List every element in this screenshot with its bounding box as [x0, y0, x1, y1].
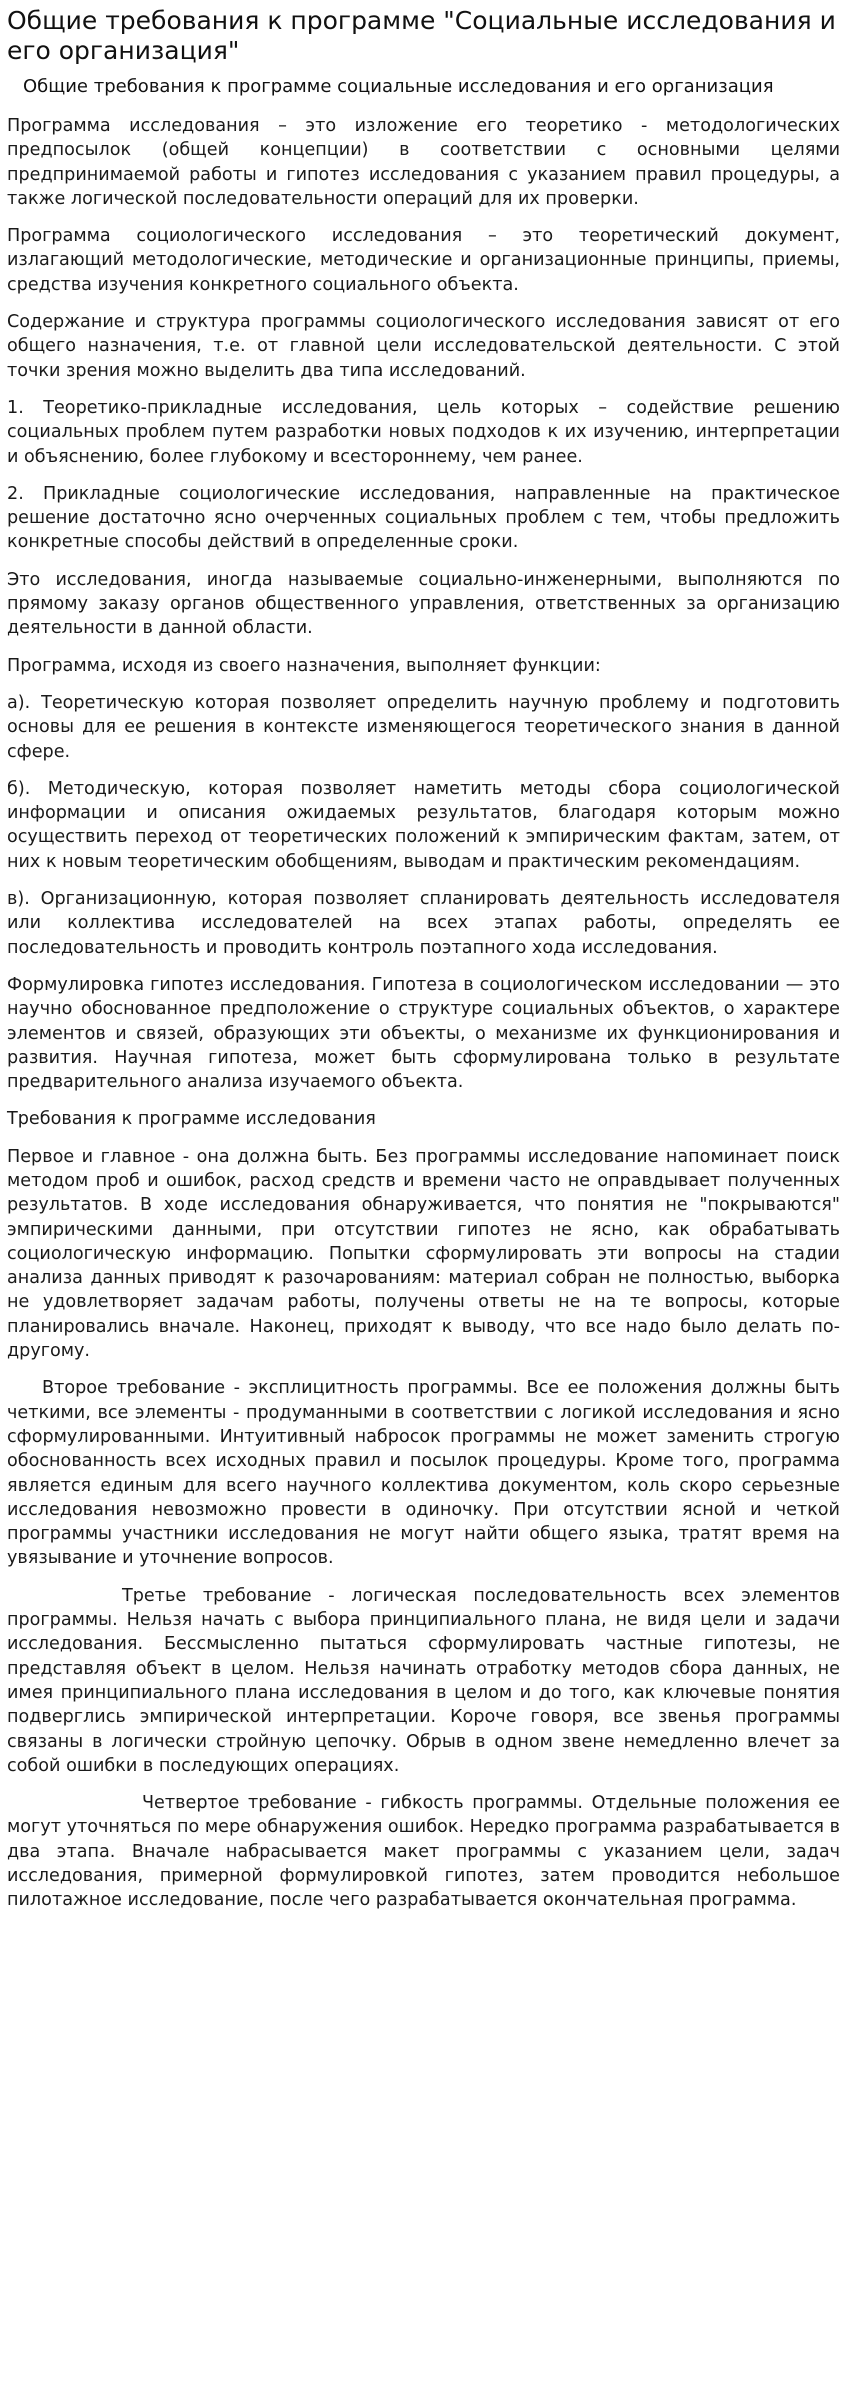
- paragraph-requirement-fourth: Четвертое требование - гибкость программы. Отдельные положения ее могут уточняться по мере обнаружения ошибок. Нередко программа разрабатывается в два этапа. Вначале набрасывается макет программы с указанием цели, задач исследования, примерной формулировкой гипотез, затем проводится небольшое пилотажное исследование, после чего разрабатывается окончательная программа.: [7, 1793, 840, 1911]
- paragraph-requirement-third: Третье требование - логическая последовательность всех элементов программы. Нельзя начать с выбора принципиального плана, не видя цели и задачи исследования. Бессмысленно пытаться сформулировать частные гипотезы, не представляя объект в целом. Нельзя начинать отработку методов сбора данных, не имея принципиального плана исследования в целом и до того, как ключевые понятия подверглись эмпирической интерпретации. Короче говоря, все звенья программы связаны в логически стройную цепочку. Обрыв в одном звене немедленно влечет за собой ошибки в последующих операциях.: [7, 1585, 840, 1776]
- paragraph-hypotheses: Формулировка гипотез исследования. Гипотеза в социологическом исследовании — это научно обоснованное предположение о структуре социальных объектов, о характере элементов и связей, образующих эти объекты, о механизме их функционирования и развития. Научная гипотеза, может быть сформулирована только в результате предварительного анализа изучаемого объекта.: [7, 974, 840, 1093]
- paragraph-function-theoretical: а). Теоретическую которая позволяет определить научную проблему и подготовить основы для ее решения в контексте изменяющегося теоретического знания в данной сфере.: [7, 692, 840, 762]
- paragraph-function-methodical: б). Методическую, которая позволяет наметить методы сбора социологической информации и описания ожидаемых результатов, благодаря которым можно осуществить переход от теоретических положений к эмпирическим фактам, затем, от них к новым теоретическим обобщениям, выводам и практическим рекомендациям.: [7, 778, 840, 872]
- paragraph-functions-intro: Программа, исходя из своего назначения, выполняет функции:: [7, 655, 601, 676]
- paragraph-content-structure: Содержание и структура программы социологического исследования зависят от его общего назначения, т.е. от главной цели исследовательской деятельности. С этой точки зрения можно выделить два типа исследований.: [7, 312, 840, 381]
- page-title: Общие требования к программе "Социальные исследования и его организация": [7, 6, 836, 65]
- page-subtitle: Общие требования к программе социальные исследования и его организация: [23, 76, 774, 97]
- paragraph-theoretical-applied: 1. Теоретико-прикладные исследования, цель которых – содействие решению социальных проблем путем разработки новых подходов к их изучению, интерпретации и объяснению, более глубокому и всестороннему, чем ранее.: [7, 397, 840, 467]
- paragraph-requirement-second: Второе требование - эксплицитность программы. Все ее положения должны быть четкими, все элементы - продуманными в соответствии с логикой исследования и ясно сформулированными. Интуитивный набросок программы не может заменить строгую обоснованность всех исходных правил и посылок процедуры. Кроме того, программа является единым для всего научного коллектива документом, коль скоро серьезные исследования невозможно провести в одиночку. При отсутствии ясной и четкой программы участники исследования не могут найти общего языка, тратят время на увязывание и уточнение вопросов.: [7, 1378, 840, 1569]
- paragraph-requirement-first: Первое и главное - она должна быть. Без программы исследование напоминает поиск методом проб и ошибок, расход средств и времени часто не оправдывает полученных результатов. В ходе исследования обнаруживается, что понятия не "покрываются" эмпирическими данными, при отсутствии гипотез не ясно, как обрабатывать социологическую информацию. Попытки сформулировать эти вопросы на стадии анализа данных приводят к разочарованиям: материал собран не полностью, выборка не удовлетворяет задачам работы, получены ответы не на те вопросы, которые планировались вначале. Наконец, приходят к выводу, что все надо было делать по-другому.: [7, 1146, 840, 1362]
- paragraph-social-engineering: Это исследования, иногда называемые социально-инженерными, выполняются по прямому заказу органов общественного управления, ответственных за организацию деятельности в данной области.: [7, 569, 840, 639]
- paragraph-function-organizational: в). Организационную, которая позволяет спланировать деятельность исследователя или коллектива исследователей на всех этапах работы, определять ее последовательность и проводить контроль поэтапного хода исследования.: [7, 889, 840, 958]
- paragraph-applied-research: 2. Прикладные социологические исследования, направленные на практическое решение достаточно ясно очерченных социальных проблем с тем, чтобы предложить конкретные способы действий в определенные сроки.: [7, 483, 840, 553]
- section-heading-requirements: Требования к программе исследования: [7, 1109, 376, 1130]
- paragraph-sociological-program: Программа социологического исследования – это теоретический документ, излагающий методологические, методические и организационные принципы, приемы, средства изучения конкретного социального объекта.: [7, 226, 840, 295]
- paragraph-program-definition: Программа исследования – это изложение его теоретико - методологических предпосылок (общей концепции) в соответствии с основными целями предпринимаемой работы и гипотез исследования с указанием правил процедуры, а также логической последовательности операций для их проверки.: [7, 116, 840, 209]
